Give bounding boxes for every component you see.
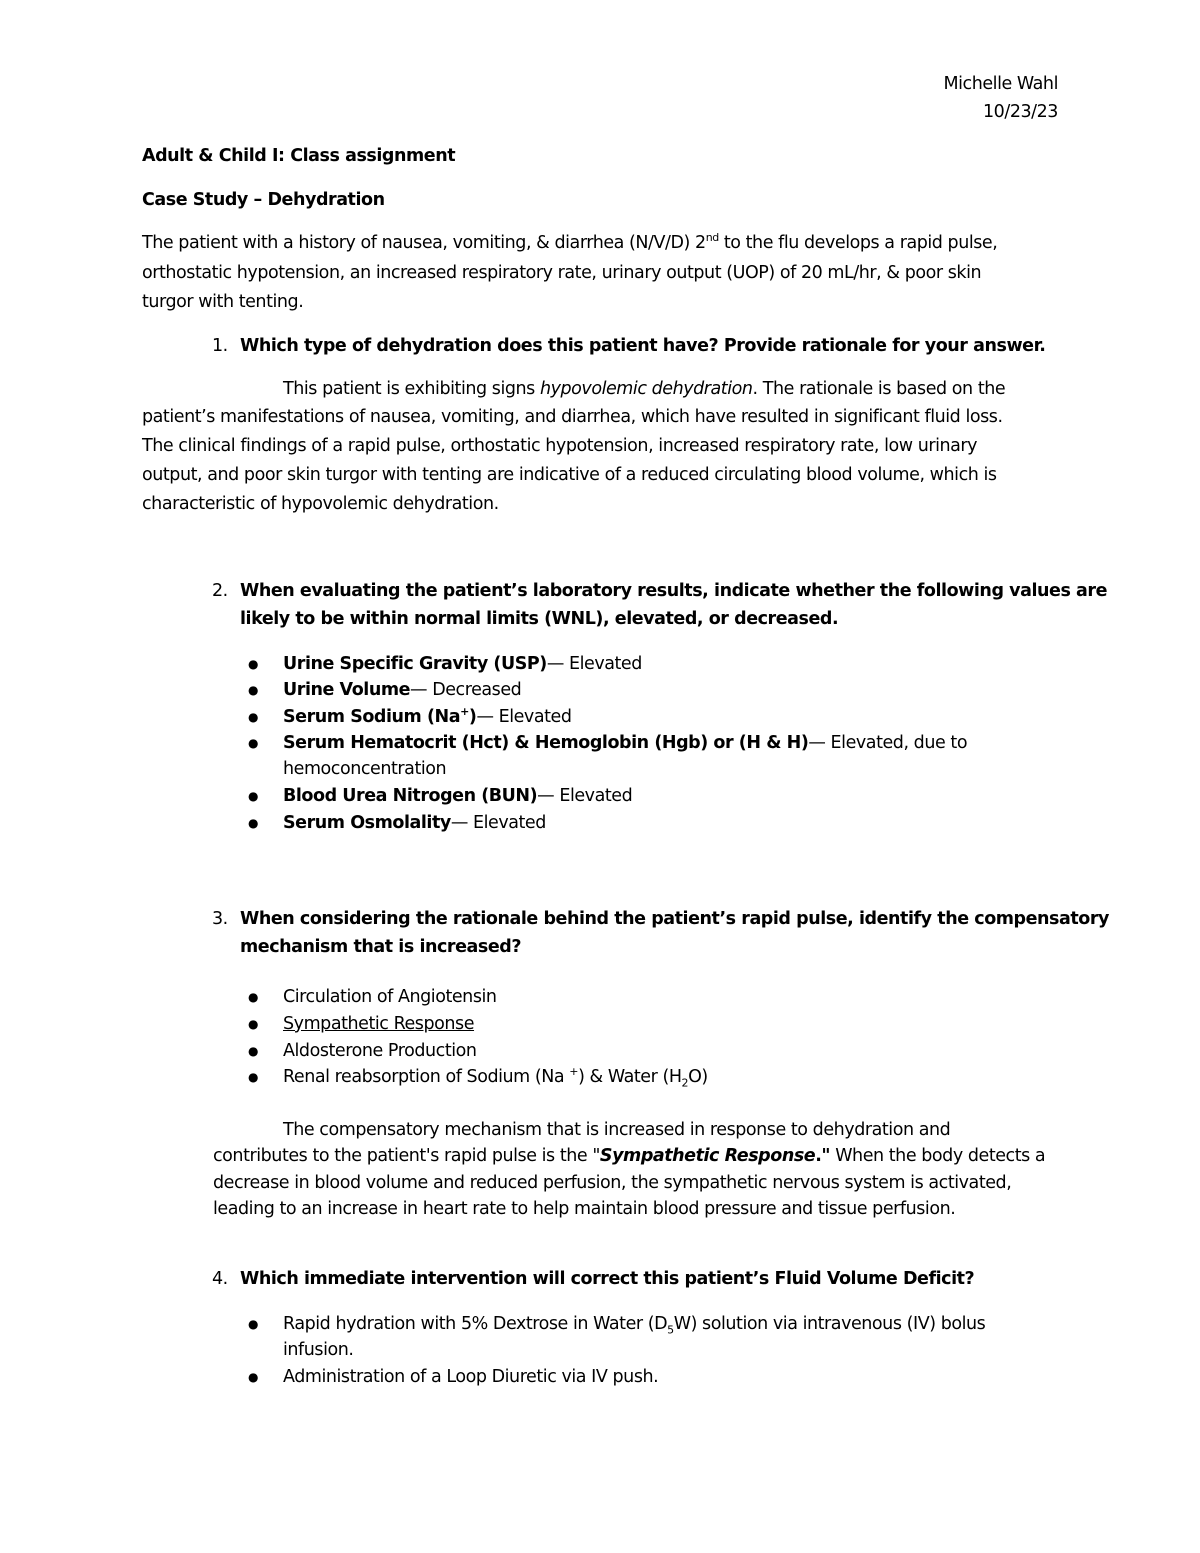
intro-line-1 (142, 233, 997, 253)
lab-item-serum-sodium: Serum Sodium (Na+)— Elevated (283, 705, 572, 727)
lab-item-usg: Urine Specific Gravity (USP)— Elevated (283, 654, 642, 674)
author-name: Michelle Wahl (943, 74, 1058, 94)
assignment-title: Adult & Child I: Class assignment (142, 146, 456, 166)
bullet-icon: ● (248, 789, 259, 803)
bullet-icon: ● (248, 816, 259, 830)
q3-number: 3. (212, 909, 228, 929)
intro-superscript: nd (705, 231, 719, 245)
q4-option-d5w-cont: infusion. (283, 1340, 354, 1360)
bullet-icon: ● (248, 1044, 259, 1058)
q1-question: Which type of dehydration does this patient have? Provide rationale for your answer. (240, 336, 1046, 356)
q1-answer-text: This patient is exhibiting signs (283, 379, 540, 399)
bullet-icon: ● (248, 990, 259, 1004)
q3-question-line-1: When considering the rationale behind the patient’s rapid pulse, identify the compensatory (240, 909, 1110, 929)
q4-question: Which immediate intervention will correct this patient’s Fluid Volume Deficit? (240, 1269, 975, 1289)
q3-option-sympathetic: Sympathetic Response (283, 1014, 475, 1034)
q3-answer-line-2: contributes to the patient's rapid pulse is the "Sympathetic Response." When the body detects a (213, 1146, 1046, 1166)
q1-answer-line-5: characteristic of hypovolemic dehydration. (142, 494, 499, 514)
q3-option-angiotensin: Circulation of Angiotensin (283, 987, 497, 1007)
q3-question-line-2: mechanism that is increased? (240, 937, 522, 957)
bullet-icon: ● (248, 1370, 259, 1384)
intro-line-3: turgor with tenting. (142, 292, 304, 312)
q1-answer-line-1 (283, 379, 1005, 399)
lab-item-osmolality: Serum Osmolality— Elevated (283, 813, 546, 833)
bullet-icon: ● (248, 736, 259, 750)
q3-option-renal: Renal reabsorption of Sodium (Na +) & Water $(H_2O)$ (283, 1065, 708, 1090)
q3-answer-line-1: The compensatory mechanism that is increased in response to dehydration and (283, 1120, 951, 1140)
case-study-title: Case Study – Dehydration (142, 190, 385, 210)
bullet-icon: ● (248, 683, 259, 697)
q4-number: 4. (212, 1269, 228, 1289)
bullet-icon: ● (248, 1317, 259, 1331)
lab-item-h-and-h-cont: hemoconcentration (283, 759, 447, 779)
bullet-icon: ● (248, 657, 259, 671)
q3-option-aldosterone: Aldosterone Production (283, 1041, 477, 1061)
q1-answer-line-3: The clinical findings of a rapid pulse, orthostatic hypotension, increased respiratory rate, low urinary (142, 436, 978, 456)
lab-item-urine-volume: Urine Volume— Decreased (283, 680, 522, 700)
q4-option-loop-diuretic: Administration of a Loop Diuretic via IV push. (283, 1367, 659, 1387)
q3-answer-line-3: decrease in blood volume and reduced perfusion, the sympathetic nervous system is activated, (213, 1173, 1012, 1193)
intro-text-1a: The patient with a history of nausea, vomiting, & diarrhea (N/V/D) 2 (142, 233, 706, 253)
intro-text-1b: to the flu develops a rapid pulse, (718, 233, 998, 253)
bullet-icon: ● (248, 1017, 259, 1031)
q2-question-line-1: When evaluating the patient’s laboratory results, indicate whether the following values are (240, 581, 1108, 601)
document-date: 10/23/23 (983, 102, 1058, 122)
q3-answer-line-4: leading to an increase in heart rate to help maintain blood pressure and tissue perfusion. (213, 1199, 956, 1219)
bullet-icon: ● (248, 1070, 259, 1084)
q4-option-d5w: Rapid hydration with 5% Dextrose in Water $(D_5W)$ solution via intravenous (IV) bolus (283, 1314, 986, 1337)
bullet-icon: ● (248, 710, 259, 724)
intro-line-2: orthostatic hypotension, an increased respiratory rate, urinary output (UOP) of 20 mL/hr, & poor skin (142, 263, 982, 283)
q2-question-line-2: likely to be within normal limits (WNL), elevated, or decreased. (240, 609, 839, 629)
lab-item-h-and-h: Serum Hematocrit (Hct) & Hemoglobin (Hgb) or (H & H)— Elevated, due to (283, 733, 968, 753)
q1-answer-line-4: output, and poor skin turgor with tenting are indicative of a reduced circulating blood volume, which is (142, 465, 997, 485)
q1-number: 1. (212, 336, 228, 356)
q1-answer-line-2: patient’s manifestations of nausea, vomiting, and diarrhea, which have resulted in significant fluid loss. (142, 407, 1003, 427)
q2-number: 2. (212, 581, 228, 601)
lab-item-bun: Blood Urea Nitrogen (BUN)— Elevated (283, 786, 633, 806)
q1-answer-emphasis: hypovolemic dehydration (539, 379, 753, 399)
q1-answer-text-end: . The rationale is based on the (752, 379, 1006, 399)
